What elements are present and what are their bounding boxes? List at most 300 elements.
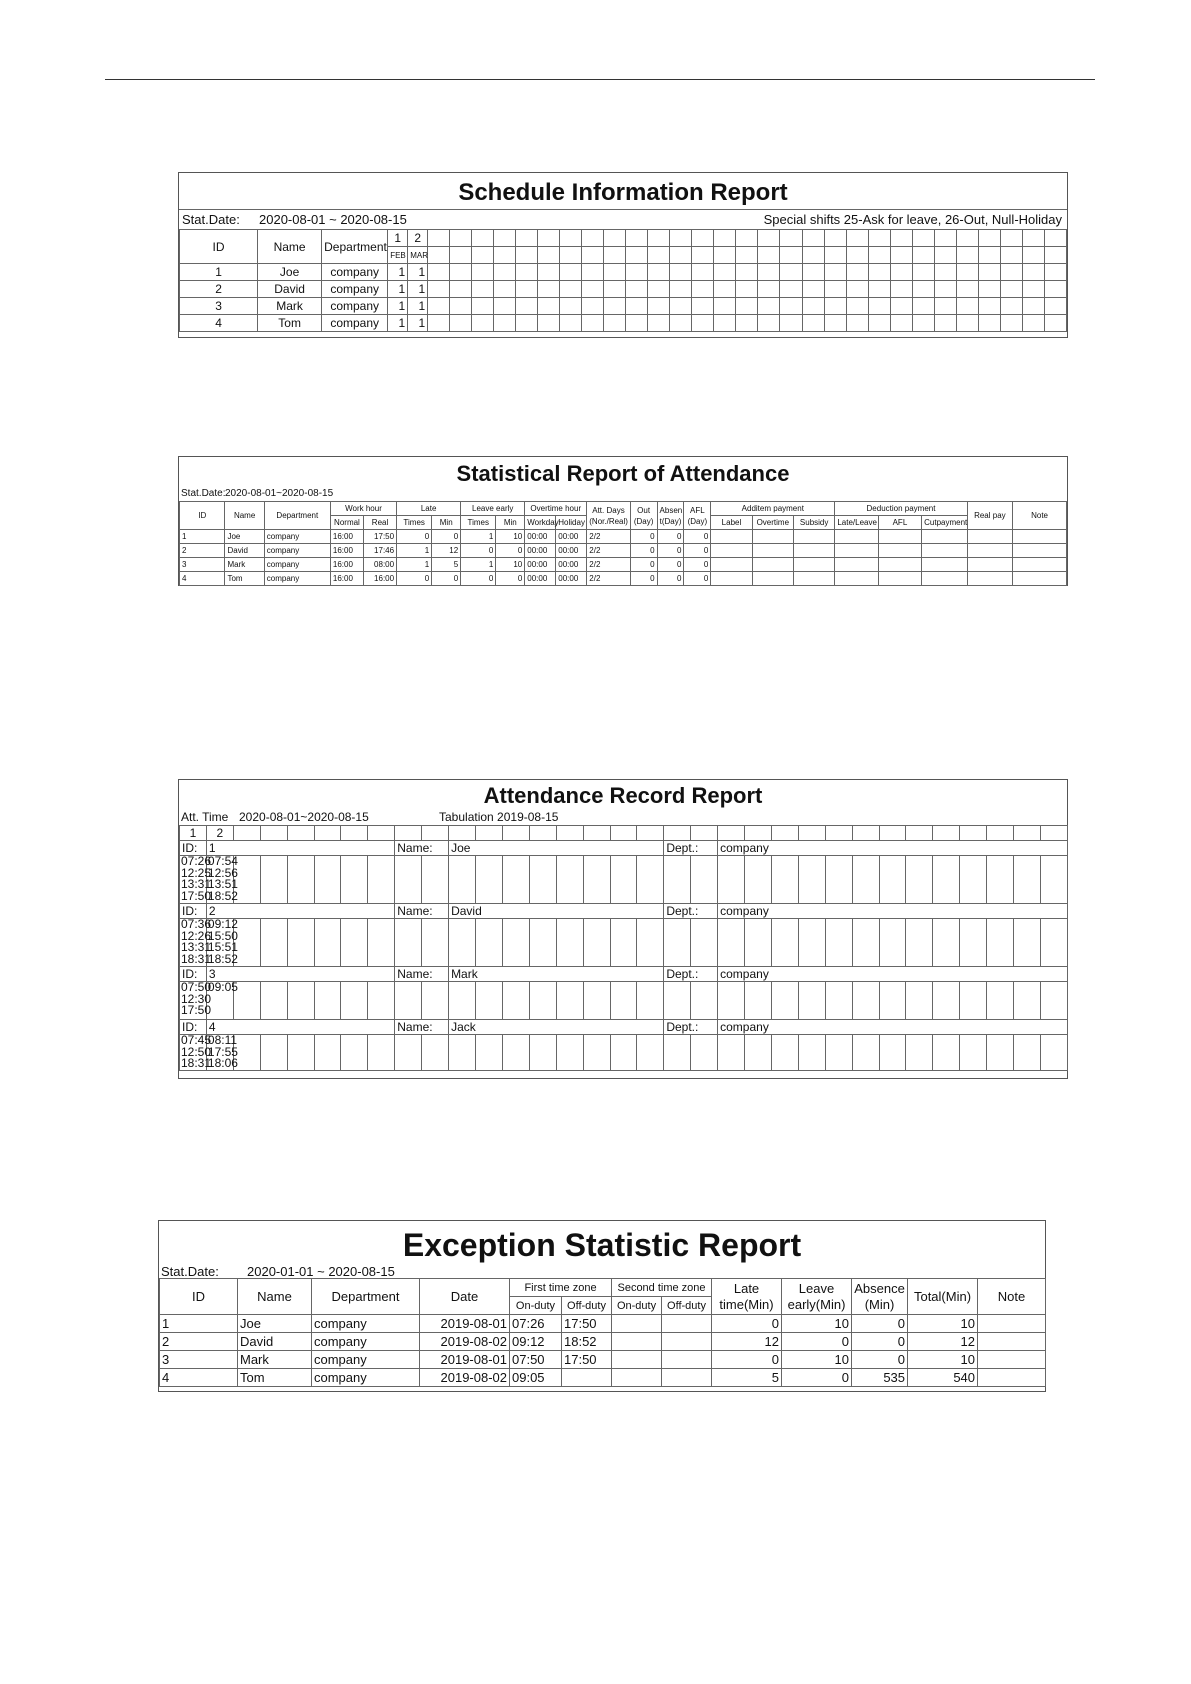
schedule-report xyxy=(178,172,1068,338)
empty-cell xyxy=(912,230,934,247)
holiday-cell: 00:00 xyxy=(556,572,587,586)
on-duty-cell: 09:12 xyxy=(510,1333,562,1351)
empty-cell xyxy=(368,919,395,967)
empty-cell xyxy=(664,919,691,967)
empty-cell xyxy=(956,230,978,247)
schedule-stat-line xyxy=(179,209,1067,229)
col-header-late: Late time(Min) xyxy=(712,1279,782,1315)
empty-cell xyxy=(692,264,714,281)
name-cell: Mark xyxy=(258,298,322,315)
empty-cell xyxy=(758,281,780,298)
col-header-out: Out (Day) xyxy=(630,502,657,530)
empty-cell xyxy=(1013,530,1067,544)
attendance-id-row xyxy=(180,904,1068,919)
empty-cell xyxy=(1041,1035,1068,1071)
empty-cell xyxy=(538,230,560,247)
punch-times-cell: 09:05 xyxy=(206,982,233,1020)
statistical-row xyxy=(180,558,1067,572)
empty-cell xyxy=(934,264,956,281)
absent-cell: 0 xyxy=(657,558,684,572)
empty-cell xyxy=(1014,826,1041,841)
empty-cell xyxy=(472,298,494,315)
empty-cell xyxy=(450,298,472,315)
empty-cell xyxy=(583,982,610,1020)
empty-cell xyxy=(538,281,560,298)
attendance-table xyxy=(179,825,1068,1071)
empty-cell xyxy=(604,298,626,315)
empty-cell xyxy=(450,315,472,332)
empty-cell xyxy=(626,298,648,315)
absent-cell: 0 xyxy=(657,530,684,544)
col-header-addition: Additem payment xyxy=(711,502,835,516)
late-times-cell: 1 xyxy=(397,558,432,572)
id-value: 1 xyxy=(206,841,394,856)
exception-title: Exception Statistic Report xyxy=(402,1227,802,1263)
sub-header-min: Min xyxy=(432,516,461,530)
empty-cell xyxy=(637,919,664,967)
empty-cell xyxy=(1041,826,1068,841)
dept-value: company xyxy=(718,841,1068,856)
id-value: 2 xyxy=(206,904,394,919)
empty-cell xyxy=(960,856,987,904)
empty-cell xyxy=(1000,281,1022,298)
dept-label: Dept.: xyxy=(664,904,718,919)
sub-header-on-duty: On-duty xyxy=(510,1297,562,1315)
empty-cell xyxy=(978,315,1000,332)
empty-cell xyxy=(987,982,1014,1020)
empty-cell xyxy=(745,982,772,1020)
empty-cell xyxy=(395,919,422,967)
shift-cell: 1 xyxy=(408,315,428,332)
empty-cell xyxy=(450,230,472,247)
empty-cell xyxy=(878,544,921,558)
empty-cell xyxy=(529,826,556,841)
late-cell: 12 xyxy=(712,1333,782,1351)
late-cell: 0 xyxy=(712,1315,782,1333)
empty-cell xyxy=(978,281,1000,298)
empty-cell xyxy=(956,247,978,264)
exception-row xyxy=(160,1351,1046,1369)
workday-cell: 00:00 xyxy=(525,572,556,586)
empty-cell xyxy=(583,1035,610,1071)
empty-cell xyxy=(583,919,610,967)
sub-header-late_leave: Late/Leave xyxy=(835,516,878,530)
empty-cell xyxy=(956,281,978,298)
empty-cell xyxy=(987,826,1014,841)
empty-cell xyxy=(718,826,745,841)
empty-cell xyxy=(978,247,1000,264)
empty-cell xyxy=(472,230,494,247)
empty-cell xyxy=(798,856,825,904)
dept-value: company xyxy=(718,1020,1068,1035)
empty-cell xyxy=(610,856,637,904)
out-cell: 0 xyxy=(630,558,657,572)
empty-cell xyxy=(494,315,516,332)
col-header-id: ID xyxy=(180,230,258,264)
empty-cell xyxy=(472,264,494,281)
empty-cell xyxy=(450,247,472,264)
empty-cell xyxy=(825,826,852,841)
total-cell: 540 xyxy=(908,1369,978,1387)
empty-cell xyxy=(802,264,824,281)
empty-cell xyxy=(714,281,736,298)
leave-cell: 10 xyxy=(782,1351,852,1369)
exception-stat-label: Stat.Date: xyxy=(161,1264,219,1279)
empty-cell xyxy=(662,1333,712,1351)
empty-cell xyxy=(637,982,664,1020)
col-header-name: Name xyxy=(238,1279,312,1315)
empty-cell xyxy=(692,298,714,315)
department-cell: company xyxy=(264,558,330,572)
empty-cell xyxy=(846,230,868,247)
exception-report xyxy=(158,1220,1046,1392)
off-duty-cell: 17:50 xyxy=(562,1315,612,1333)
empty-cell xyxy=(604,230,626,247)
schedule-title: Schedule Information Report xyxy=(458,179,788,206)
absence-cell: 0 xyxy=(852,1333,908,1351)
empty-cell xyxy=(583,826,610,841)
empty-cell xyxy=(612,1315,662,1333)
empty-cell xyxy=(395,826,422,841)
off-duty-cell xyxy=(562,1369,612,1387)
empty-cell xyxy=(933,919,960,967)
attendance-times-row xyxy=(180,982,1068,1020)
id-cell: 4 xyxy=(160,1369,238,1387)
schedule-row xyxy=(180,264,1067,281)
empty-cell xyxy=(868,247,890,264)
empty-cell xyxy=(604,281,626,298)
empty-cell xyxy=(287,919,314,967)
on-duty-cell: 07:26 xyxy=(510,1315,562,1333)
empty-cell xyxy=(967,530,1012,544)
id-cell: 1 xyxy=(180,530,225,544)
punch-times-cell: 08:11 17:55 18:06 xyxy=(207,1033,238,1070)
empty-cell xyxy=(670,247,692,264)
empty-cell xyxy=(692,230,714,247)
empty-cell xyxy=(934,315,956,332)
department-cell: company xyxy=(264,572,330,586)
empty-cell xyxy=(890,298,912,315)
empty-cell xyxy=(868,230,890,247)
name-cell: David xyxy=(238,1333,312,1351)
empty-cell xyxy=(287,826,314,841)
empty-cell xyxy=(922,558,968,572)
name-cell: Joe xyxy=(238,1315,312,1333)
late-min-cell: 5 xyxy=(432,558,461,572)
dept-label: Dept.: xyxy=(664,967,718,982)
real-cell: 17:46 xyxy=(363,544,396,558)
id-label: ID: xyxy=(180,841,207,856)
empty-cell xyxy=(422,826,449,841)
empty-cell xyxy=(933,1035,960,1071)
empty-cell xyxy=(912,264,934,281)
empty-cell xyxy=(1044,264,1066,281)
workday-cell: 00:00 xyxy=(525,544,556,558)
col-header-department: Department xyxy=(264,502,330,530)
empty-cell xyxy=(752,544,793,558)
note-cell xyxy=(978,1315,1046,1333)
empty-cell xyxy=(260,982,287,1020)
empty-cell xyxy=(1022,281,1044,298)
page-header-rule xyxy=(105,79,1095,80)
empty-cell xyxy=(516,230,538,247)
exception-stat-line xyxy=(159,1263,1045,1278)
late-times-cell: 0 xyxy=(397,530,432,544)
empty-cell xyxy=(906,919,933,967)
shift-cell: 1 xyxy=(388,264,408,281)
empty-cell xyxy=(824,298,846,315)
empty-cell xyxy=(692,281,714,298)
empty-cell xyxy=(626,315,648,332)
empty-cell xyxy=(852,826,879,841)
workday-cell: 00:00 xyxy=(525,530,556,544)
empty-cell xyxy=(846,298,868,315)
empty-cell xyxy=(494,264,516,281)
real-cell: 17:50 xyxy=(363,530,396,544)
name-cell: Mark xyxy=(225,558,264,572)
empty-cell xyxy=(780,281,802,298)
normal-cell: 16:00 xyxy=(330,572,363,586)
name-cell: Tom xyxy=(238,1369,312,1387)
empty-cell xyxy=(714,298,736,315)
empty-cell xyxy=(626,281,648,298)
sub-header-min2: Min xyxy=(496,516,525,530)
leave-times-cell: 0 xyxy=(461,544,496,558)
name-cell: Tom xyxy=(258,315,322,332)
empty-cell xyxy=(314,919,341,967)
empty-cell xyxy=(906,982,933,1020)
empty-cell xyxy=(1022,230,1044,247)
empty-cell xyxy=(529,919,556,967)
empty-cell xyxy=(825,982,852,1020)
empty-cell xyxy=(758,315,780,332)
empty-cell xyxy=(1014,982,1041,1020)
empty-cell xyxy=(718,856,745,904)
empty-cell xyxy=(714,247,736,264)
empty-cell xyxy=(502,919,529,967)
statistical-row xyxy=(180,530,1067,544)
department-cell: company xyxy=(322,281,388,298)
empty-cell xyxy=(987,1035,1014,1071)
empty-cell xyxy=(475,982,502,1020)
empty-cell xyxy=(368,826,395,841)
name-label: Name: xyxy=(395,1020,449,1035)
empty-cell xyxy=(745,1035,772,1071)
id-label: ID: xyxy=(180,967,207,982)
empty-cell xyxy=(978,298,1000,315)
empty-cell xyxy=(428,230,450,247)
statistical-header-row xyxy=(180,502,1067,516)
department-cell: company xyxy=(312,1351,420,1369)
empty-cell xyxy=(745,919,772,967)
name-cell: Mark xyxy=(238,1351,312,1369)
col-header-note: Note xyxy=(978,1279,1046,1315)
empty-cell xyxy=(879,826,906,841)
empty-cell xyxy=(711,558,752,572)
col-header-id: ID xyxy=(180,502,225,530)
att-days-cell: 2/2 xyxy=(587,558,630,572)
dept-value: company xyxy=(718,904,1068,919)
empty-cell xyxy=(560,298,582,315)
empty-cell xyxy=(670,298,692,315)
empty-cell xyxy=(670,281,692,298)
empty-cell xyxy=(368,982,395,1020)
empty-cell xyxy=(538,264,560,281)
empty-cell xyxy=(450,264,472,281)
empty-cell xyxy=(662,1315,712,1333)
empty-cell xyxy=(449,856,476,904)
empty-cell xyxy=(494,298,516,315)
empty-cell xyxy=(612,1369,662,1387)
department-cell: company xyxy=(312,1333,420,1351)
col-header-month-1: FEB xyxy=(388,247,408,264)
empty-cell xyxy=(556,982,583,1020)
sub-header-subsidy: Subsidy xyxy=(793,516,834,530)
leave-times-cell: 0 xyxy=(461,572,496,586)
attendance-title: Attendance Record Report xyxy=(483,783,763,808)
empty-cell xyxy=(967,572,1012,586)
absence-cell: 0 xyxy=(852,1351,908,1369)
empty-cell xyxy=(890,315,912,332)
col-header-day-1: 1 xyxy=(388,230,408,247)
statistical-report xyxy=(178,456,1068,586)
empty-cell xyxy=(582,247,604,264)
empty-cell xyxy=(758,247,780,264)
empty-cell xyxy=(802,315,824,332)
empty-cell xyxy=(395,1035,422,1071)
empty-cell xyxy=(878,572,921,586)
empty-cell xyxy=(780,230,802,247)
col-header-late: Late xyxy=(397,502,461,516)
afl-cell: 0 xyxy=(684,544,711,558)
empty-cell xyxy=(582,230,604,247)
empty-cell xyxy=(967,558,1012,572)
empty-cell xyxy=(752,530,793,544)
att-days-cell: 2/2 xyxy=(587,572,630,586)
empty-cell xyxy=(475,1035,502,1071)
empty-cell xyxy=(736,230,758,247)
schedule-legend: Special shifts 25-Ask for leave, 26-Out, Null-Holiday xyxy=(763,212,1062,227)
empty-cell xyxy=(260,1035,287,1071)
empty-cell xyxy=(664,856,691,904)
department-cell: company xyxy=(322,315,388,332)
empty-cell xyxy=(691,982,718,1020)
id-cell: 4 xyxy=(180,572,225,586)
empty-cell xyxy=(1000,247,1022,264)
empty-cell xyxy=(314,982,341,1020)
sub-header-off-duty: Off-duty xyxy=(562,1297,612,1315)
punch-times-cell: 07:36 12:26 13:31 18:31 xyxy=(181,917,212,966)
exception-stat-range: 2020-01-01 ~ 2020-08-15 xyxy=(247,1264,395,1279)
empty-cell xyxy=(960,1035,987,1071)
empty-cell xyxy=(879,982,906,1020)
late-min-cell: 0 xyxy=(432,572,461,586)
empty-cell xyxy=(582,264,604,281)
attendance-tabulation: Tabulation 2019-08-15 xyxy=(439,810,559,824)
day-header-2: 2 xyxy=(206,826,233,841)
sub-header-times: Times xyxy=(397,516,432,530)
empty-cell xyxy=(260,919,287,967)
empty-cell xyxy=(494,247,516,264)
empty-cell xyxy=(824,247,846,264)
empty-cell xyxy=(494,281,516,298)
empty-cell xyxy=(711,530,752,544)
sub-header-off-duty2: Off-duty xyxy=(662,1297,712,1315)
empty-cell xyxy=(428,298,450,315)
col-header-name: Name xyxy=(258,230,322,264)
punch-times-cell: 07:54 12:56 13:51 18:52 xyxy=(207,854,238,903)
empty-cell xyxy=(314,826,341,841)
empty-cell xyxy=(560,264,582,281)
empty-cell xyxy=(780,298,802,315)
on-duty-cell: 09:05 xyxy=(510,1369,562,1387)
empty-cell xyxy=(648,247,670,264)
empty-cell xyxy=(758,264,780,281)
id-cell: 2 xyxy=(180,544,225,558)
empty-cell xyxy=(1014,919,1041,967)
name-cell: David xyxy=(258,281,322,298)
leave-min-cell: 0 xyxy=(496,572,525,586)
statistical-stat-label: Stat.Date: xyxy=(181,488,226,499)
empty-cell xyxy=(428,247,450,264)
empty-cell xyxy=(846,281,868,298)
empty-cell xyxy=(714,230,736,247)
department-cell: company xyxy=(322,298,388,315)
empty-cell xyxy=(780,315,802,332)
empty-cell xyxy=(922,530,968,544)
empty-cell xyxy=(475,919,502,967)
shift-cell: 1 xyxy=(408,264,428,281)
empty-cell xyxy=(670,315,692,332)
empty-cell xyxy=(314,1035,341,1071)
out-cell: 0 xyxy=(630,530,657,544)
empty-cell xyxy=(556,856,583,904)
empty-cell xyxy=(852,982,879,1020)
empty-cell xyxy=(852,1035,879,1071)
empty-cell xyxy=(662,1369,712,1387)
empty-cell xyxy=(960,982,987,1020)
real-cell: 08:00 xyxy=(363,558,396,572)
empty-cell xyxy=(987,856,1014,904)
empty-cell xyxy=(978,230,1000,247)
empty-cell xyxy=(637,856,664,904)
empty-cell xyxy=(987,919,1014,967)
empty-cell xyxy=(934,247,956,264)
col-header-day-2: 2 xyxy=(408,230,428,247)
empty-cell xyxy=(922,544,968,558)
empty-cell xyxy=(691,856,718,904)
afl-cell: 0 xyxy=(684,558,711,572)
date-cell: 2019-08-02 xyxy=(420,1369,510,1387)
empty-cell xyxy=(745,826,772,841)
empty-cell xyxy=(449,982,476,1020)
empty-cell xyxy=(502,982,529,1020)
empty-cell xyxy=(472,315,494,332)
schedule-row xyxy=(180,315,1067,332)
statistical-stat-range: 2020-08-01~2020-08-15 xyxy=(225,488,334,499)
col-header-second-zone: Second time zone xyxy=(612,1279,712,1297)
leave-min-cell: 10 xyxy=(496,530,525,544)
id-cell: 3 xyxy=(180,298,258,315)
sub-header-on-duty2: On-duty xyxy=(612,1297,662,1315)
empty-cell xyxy=(846,247,868,264)
empty-cell xyxy=(878,530,921,544)
empty-cell xyxy=(824,281,846,298)
empty-cell xyxy=(868,315,890,332)
leave-min-cell: 0 xyxy=(496,544,525,558)
late-times-cell: 0 xyxy=(397,572,432,586)
late-cell: 5 xyxy=(712,1369,782,1387)
